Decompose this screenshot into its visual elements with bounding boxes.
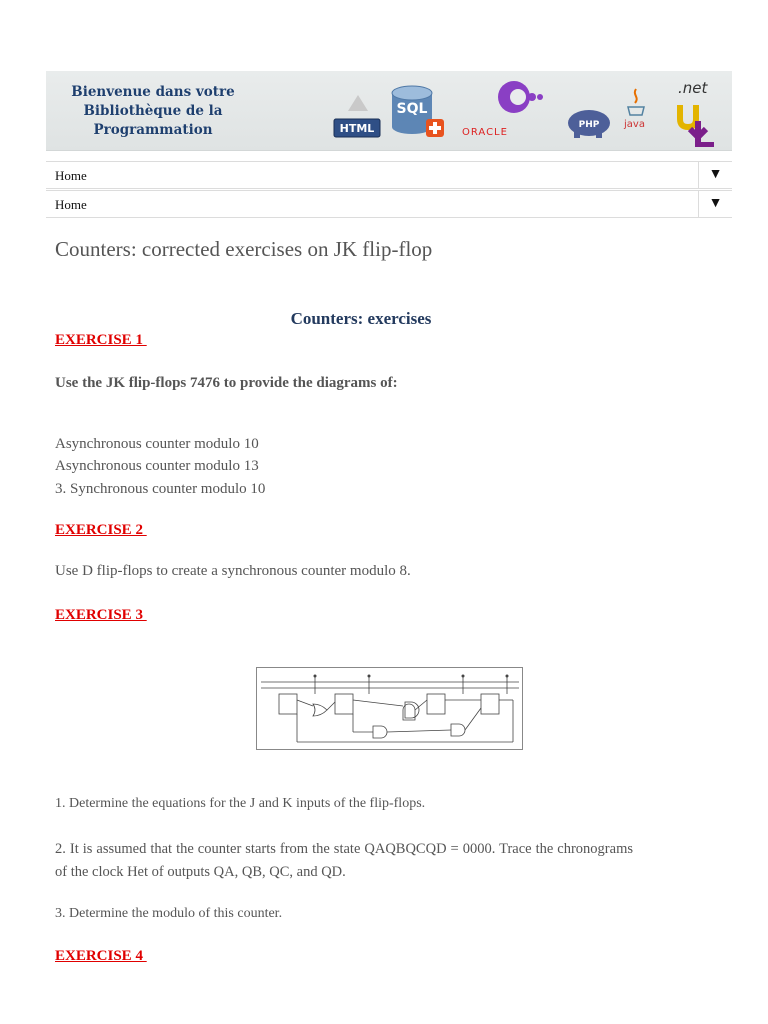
java-logo-text: java [624, 119, 645, 130]
html-logo-icon [332, 93, 384, 145]
exercise-1-heading: EXERCISE 1 [55, 332, 147, 348]
banner-line: Bibliothèque de la [83, 103, 223, 119]
exercise-3-heading: EXERCISE 3 [55, 607, 147, 623]
php-logo-text: PHP [578, 120, 600, 130]
exercise-3-question-2: 2. It is assumed that the counter starts from the state QAQBQCQD = 0000. Trace the chronograms of the clock Het of outputs QA, QB, QC, and QD. [55, 841, 633, 880]
nav-home-link[interactable]: Home [55, 168, 87, 183]
exercise-2-heading: EXERCISE 2 [55, 522, 147, 538]
csharp-logo-icon [494, 77, 550, 117]
section-title: Counters: exercises [290, 309, 432, 328]
exercise-3-question-3: 3. Determine the modulo of this counter. [55, 906, 283, 921]
dotnet-logo-text: .net [678, 79, 708, 97]
nav-dropdown-home-2[interactable] [46, 190, 732, 218]
html-logo-text: HTML [339, 122, 375, 135]
site-banner[interactable] [46, 71, 732, 151]
banner-welcome-text [58, 83, 248, 140]
oracle-logo-text: ORACLE [462, 127, 508, 138]
exercise-1-item: Asynchronous counter modulo 13 [55, 458, 259, 474]
exercise-3-question-1: 1. Determine the equations for the J and K inputs of the flip-flops. [55, 796, 426, 811]
banner-line: Programmation [93, 122, 213, 138]
exercise-1-intro: Use the JK flip-flops 7476 to provide the diagrams of: [55, 375, 398, 391]
exercise-2-text: Use D flip-flops to create a synchronous counter modulo 8. [55, 563, 411, 579]
sql-logo-icon [388, 81, 450, 141]
nav-dropdown-home-1[interactable] [46, 161, 732, 189]
php-elephant-icon [566, 107, 612, 139]
counter-circuit-diagram [256, 667, 523, 750]
page-title: Counters: corrected exercises on JK flip-flop [55, 237, 433, 261]
exercise-4-heading: EXERCISE 4 [55, 948, 147, 964]
dropdown-arrow-icon[interactable]: ▼ [698, 191, 732, 217]
sql-logo-text: SQL [396, 101, 428, 117]
uml-logo-icon [676, 101, 716, 147]
exercise-1-item: Asynchronous counter modulo 10 [55, 436, 259, 452]
nav-home-link[interactable]: Home [55, 197, 87, 212]
banner-line: Bienvenue dans votre [71, 84, 235, 100]
exercise-1-item: 3. Synchronous counter modulo 10 [55, 481, 266, 497]
dropdown-arrow-icon[interactable]: ▼ [698, 162, 732, 188]
